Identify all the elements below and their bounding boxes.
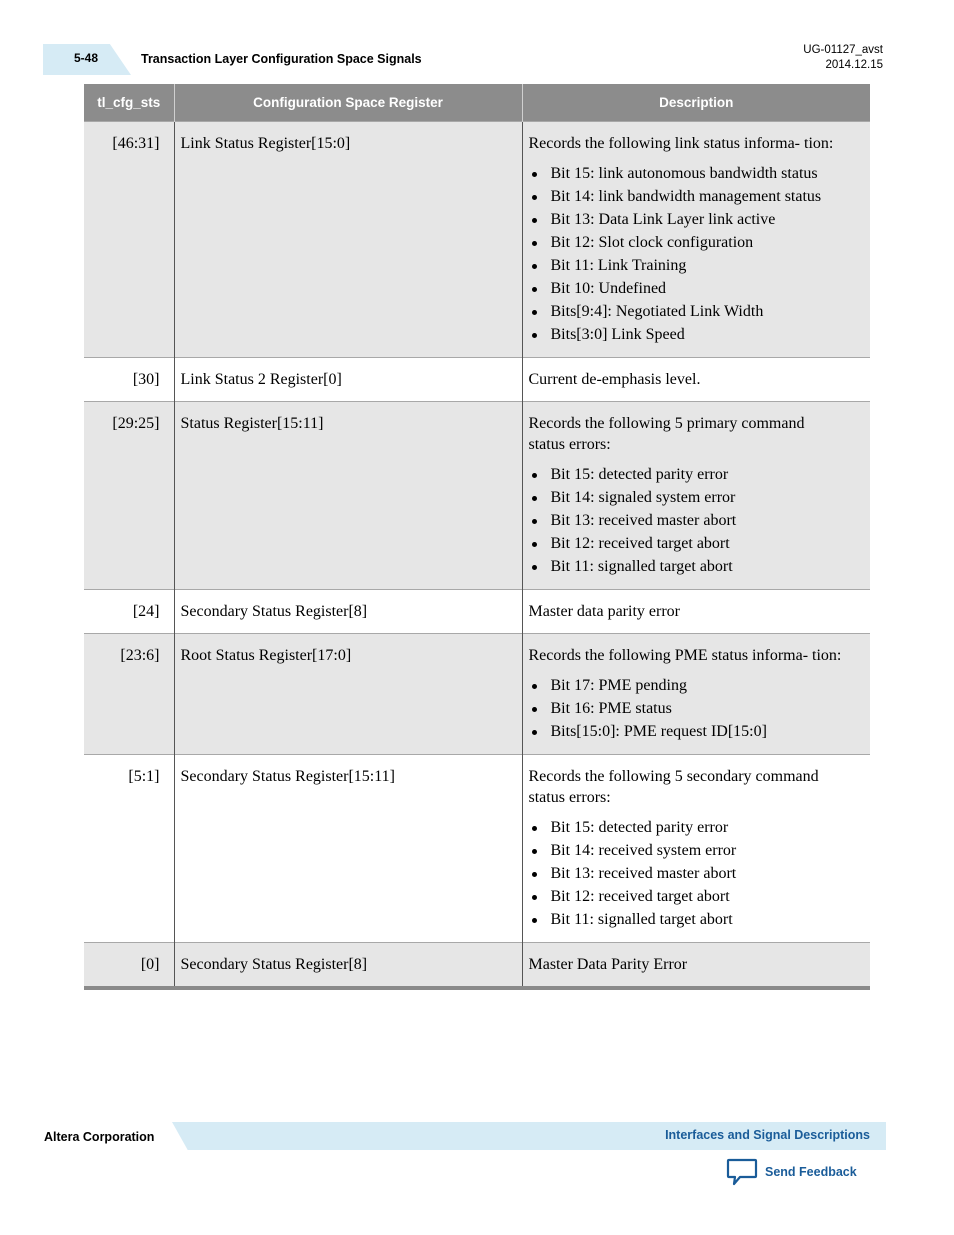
send-feedback-label: Send Feedback xyxy=(765,1165,857,1179)
cell-description xyxy=(522,358,870,402)
cell-register: Secondary Status Register[8] xyxy=(174,590,522,634)
cell-register: Status Register[15:11] xyxy=(174,402,522,590)
cell-description xyxy=(522,122,870,358)
bit-list xyxy=(529,816,865,931)
cell-bit-range: [30] xyxy=(84,358,174,402)
description-text: Current de-emphasis level. xyxy=(528,371,701,388)
document-code: UG-01127_avst xyxy=(803,44,883,56)
cell-register: Link Status 2 Register[0] xyxy=(174,358,522,402)
list-item: Bit 11: Link Training xyxy=(529,254,865,277)
cell-bit-range: [46:31] xyxy=(84,122,174,358)
list-item: Bit 17: PME pending xyxy=(529,674,865,697)
column-header-register: Configuration Space Register xyxy=(174,84,522,122)
table-row xyxy=(84,122,870,358)
list-item: Bit 14: link bandwidth management status xyxy=(529,185,865,208)
list-item: Bit 11: signalled target abort xyxy=(529,908,865,931)
description-text: Records the following 5 primary command status errors: xyxy=(528,415,805,453)
cell-description xyxy=(522,634,870,755)
cell-bit-range: [29:25] xyxy=(84,402,174,590)
page-number: 5-48 xyxy=(74,51,99,65)
list-item: Bits[3:0] Link Speed xyxy=(529,323,865,346)
list-item: Bit 15: detected parity error xyxy=(529,816,865,839)
cell-bit-range: [0] xyxy=(84,943,174,989)
list-item: Bit 16: PME status xyxy=(529,697,865,720)
table-row xyxy=(84,402,870,590)
cell-register: Root Status Register[17:0] xyxy=(174,634,522,755)
list-item: Bit 13: Data Link Layer link active xyxy=(529,208,865,231)
list-item: Bit 13: received master abort xyxy=(529,862,865,885)
description-text: Master data parity error xyxy=(528,603,680,620)
description-text: Master Data Parity Error xyxy=(528,956,688,973)
cell-bit-range: [5:1] xyxy=(84,755,174,943)
list-item: Bit 15: link autonomous bandwidth status xyxy=(529,162,865,185)
list-item: Bit 15: detected parity error xyxy=(529,463,865,486)
table-row xyxy=(84,358,870,402)
description-text: Records the following link status informa- tion: xyxy=(528,135,834,152)
company-name: Altera Corporation xyxy=(44,1130,155,1144)
bit-list xyxy=(529,674,865,743)
table-header-row xyxy=(84,84,870,122)
send-feedback-link[interactable] xyxy=(726,1158,857,1186)
speech-bubble-icon xyxy=(726,1158,758,1186)
document-id xyxy=(803,43,883,73)
list-item: Bit 12: Slot clock configuration xyxy=(529,231,865,254)
bit-list xyxy=(529,162,865,346)
cell-description xyxy=(522,590,870,634)
cell-description xyxy=(522,402,870,590)
cell-register: Secondary Status Register[15:11] xyxy=(174,755,522,943)
table-row xyxy=(84,590,870,634)
bit-list xyxy=(529,463,865,578)
cell-description xyxy=(522,755,870,943)
table-body xyxy=(84,122,870,989)
list-item: Bit 12: received target abort xyxy=(529,885,865,908)
list-item: Bit 12: received target abort xyxy=(529,532,865,555)
section-title: Transaction Layer Configuration Space Signals xyxy=(141,52,422,66)
document-date: 2014.12.15 xyxy=(825,59,883,71)
description-text: Records the following 5 secondary command status errors: xyxy=(528,768,819,806)
list-item: Bit 10: Undefined xyxy=(529,277,865,300)
list-item: Bit 14: received system error xyxy=(529,839,865,862)
cell-register: Link Status Register[15:0] xyxy=(174,122,522,358)
table-row xyxy=(84,634,870,755)
config-space-signals-table xyxy=(84,84,870,990)
cell-register: Secondary Status Register[8] xyxy=(174,943,522,989)
list-item: Bit 14: signaled system error xyxy=(529,486,865,509)
column-header-description: Description xyxy=(522,84,870,122)
list-item: Bit 13: received master abort xyxy=(529,509,865,532)
cell-bit-range: [24] xyxy=(84,590,174,634)
table-row xyxy=(84,943,870,989)
chapter-link[interactable]: Interfaces and Signal Descriptions xyxy=(665,1128,870,1142)
cell-bit-range: [23:6] xyxy=(84,634,174,755)
list-item: Bit 11: signalled target abort xyxy=(529,555,865,578)
table-row xyxy=(84,755,870,943)
description-text: Records the following PME status informa- tion: xyxy=(528,647,842,664)
list-item: Bits[15:0]: PME request ID[15:0] xyxy=(529,720,865,743)
list-item: Bits[9:4]: Negotiated Link Width xyxy=(529,300,865,323)
column-header-tl-cfg-sts: tl_cfg_sts xyxy=(84,84,174,122)
cell-description xyxy=(522,943,870,989)
